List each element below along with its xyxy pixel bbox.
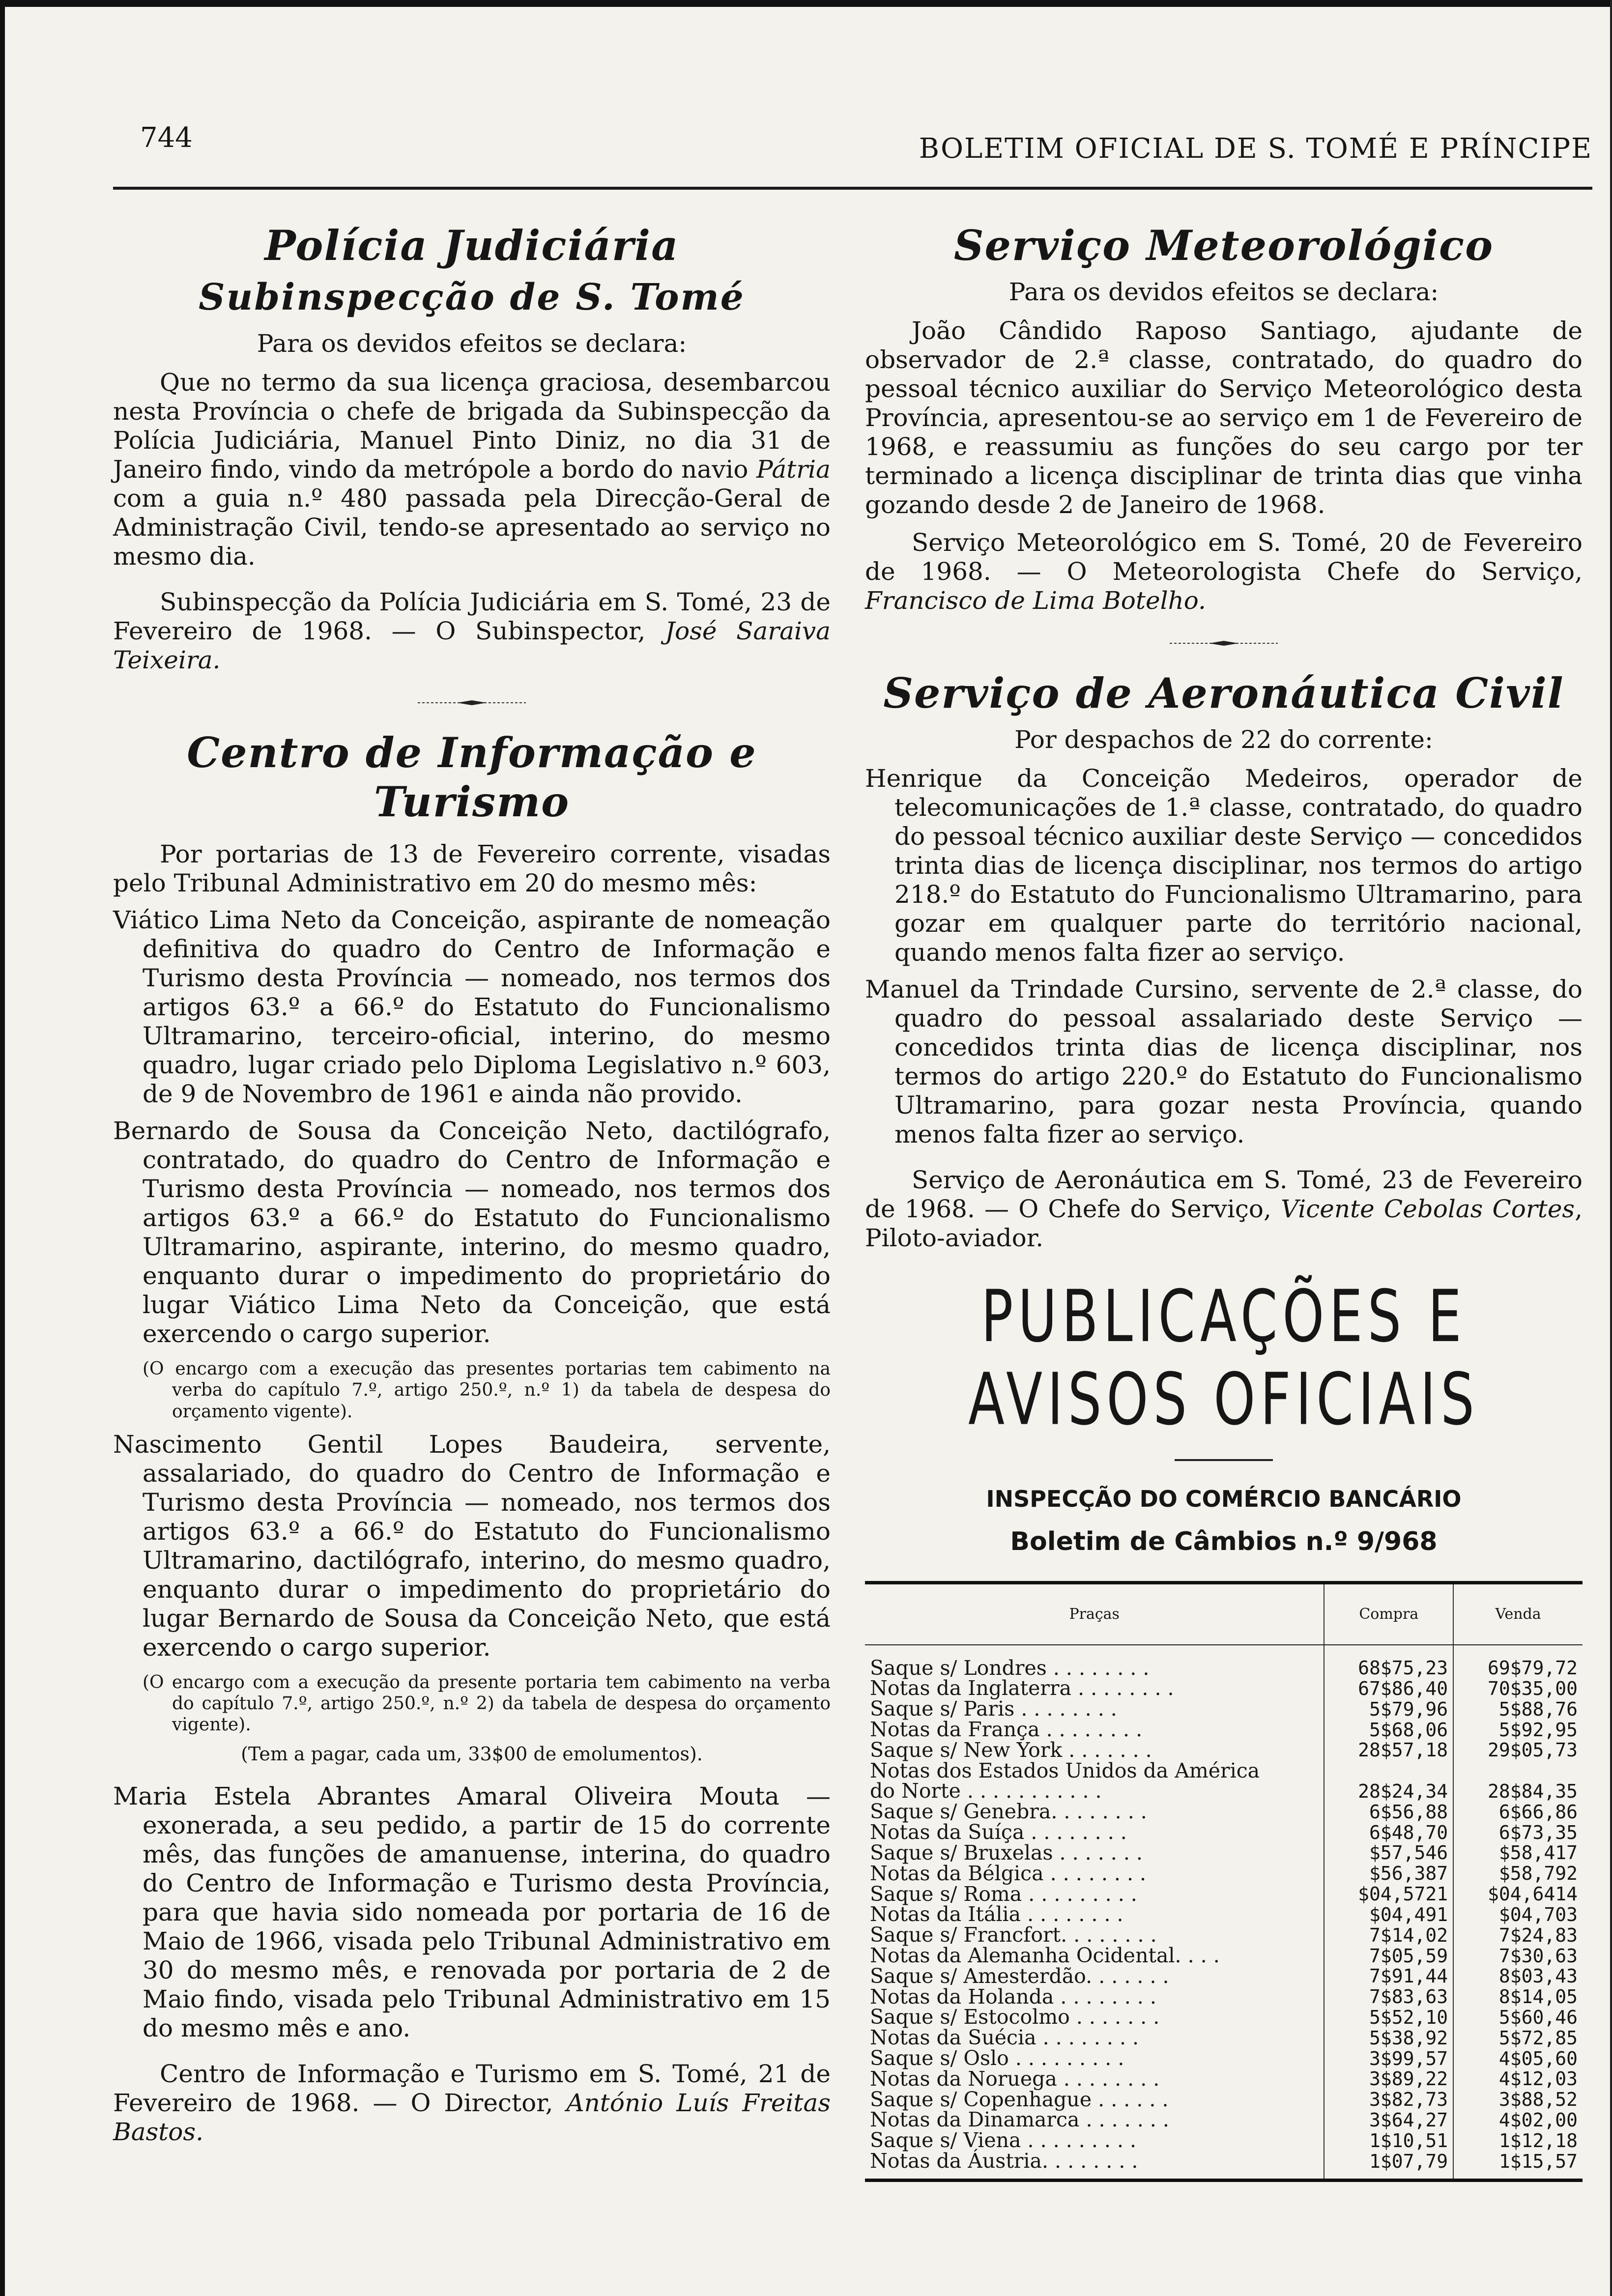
- compra-cell: 67$86,40: [1324, 1678, 1453, 1699]
- compra-cell: 6$56,88: [1324, 1802, 1453, 1822]
- compra-cell: 3$89,22: [1324, 2069, 1453, 2090]
- section-servico-meteorologico: [865, 221, 1583, 615]
- venda-cell: 1$15,57: [1453, 2151, 1583, 2180]
- column-header: Praças: [865, 1582, 1324, 1645]
- publications-heading: PUBLICAÇÕES E AVISOS OFICIAIS: [968, 1275, 1479, 1441]
- compra-cell: $57,546: [1324, 1843, 1453, 1864]
- praca-cell: Notas da França . . . . . . . .: [870, 1718, 1143, 1742]
- signature-paragraph: [865, 1166, 1583, 1253]
- budget-note: (O encargo com a execução das presentes portarias tem cabimento na verba do capítulo 7.º, artigo 250.º, n.º 1) da tabela de despesa do orçamento vigente).: [143, 1359, 831, 1422]
- section-publicacoes: [865, 1275, 1583, 2182]
- header-rule: [113, 187, 1592, 190]
- compra-cell: 6$48,70: [1324, 1822, 1453, 1843]
- venda-cell: $04,703: [1453, 1904, 1583, 1925]
- paragraph: [113, 368, 831, 571]
- praca-cell: Saque s/ Francfort. . . . . . . .: [870, 1923, 1157, 1947]
- praca-cell: Notas da Dinamarca . . . . . . .: [870, 2108, 1169, 2132]
- compra-cell: 3$64,27: [1324, 2110, 1453, 2130]
- section-separator: [865, 640, 1583, 647]
- praca-cell: Saque s/ New York . . . . . . .: [870, 1738, 1152, 1762]
- table-row: [865, 1720, 1583, 1740]
- right-column: [865, 206, 1583, 2182]
- venda-cell: 29$05,73: [1453, 1740, 1583, 1761]
- inspection-heading: INSPECÇÃO DO COMÉRCIO BANCÁRIO: [986, 1485, 1462, 1512]
- compra-cell: 7$83,63: [1324, 1987, 1453, 2008]
- praca-cell: Saque s/ Amesterdão. . . . . . .: [870, 1964, 1169, 1988]
- compra-cell: $04,491: [1324, 1904, 1453, 1925]
- compra-cell: 3$99,57: [1324, 2048, 1453, 2069]
- praca-cell: Notas da Noruega . . . . . . . .: [870, 2066, 1160, 2091]
- section-separator: [113, 699, 831, 706]
- fee-note: (Tem a pagar, cada um, 33$00 de emolumentos).: [241, 1743, 703, 1765]
- venda-cell: 28$84,35: [1453, 1781, 1583, 1802]
- section-subtitle: Subinspecção de S. Tomé: [199, 276, 745, 318]
- praca-cell: Notas da Áustria. . . . . . . .: [865, 2151, 1324, 2180]
- lead-text: Para os devidos efeitos se declara:: [257, 329, 687, 358]
- entry-henrique: Henrique da Conceição Medeiros, operador de telecomunicações de 1.ª classe, contratado, do quadro do pessoal técnico auxiliar deste Serviço — concedidos trinta dias de licença disciplinar, nos termos do artigo 218.º do Estatuto do Funcionalismo Ultramarino, para gozar em qualquer parte do território nacional, quando menos falta fizer ao serviço.: [865, 764, 1583, 967]
- compra-cell: $04,5721: [1324, 1884, 1453, 1905]
- praca-cell: Saque s/ Genebra. . . . . . . .: [870, 1800, 1147, 1824]
- section-centro-informacao-turismo: [113, 728, 831, 2147]
- venda-cell: 6$66,86: [1453, 1802, 1583, 1822]
- compra-cell: 7$91,44: [1324, 1966, 1453, 1987]
- compra-cell: 1$07,79: [1324, 2151, 1453, 2180]
- table-row: [865, 2130, 1583, 2151]
- praca-cell: Notas da Suécia . . . . . . . .: [870, 2026, 1139, 2050]
- table-row: [865, 1864, 1583, 1884]
- section-title: Serviço de Aeronáutica Civil: [883, 668, 1564, 718]
- table-row: [865, 1966, 1583, 1987]
- table-row: [865, 1925, 1583, 1946]
- table-header-row: [865, 1582, 1583, 1645]
- column-header: Compra: [1324, 1582, 1453, 1645]
- compra-cell: 68$75,23: [1324, 1645, 1453, 1679]
- signature-text: Serviço de Aeronáutica em S. Tomé, 23 de Fevereiro de 1968. — O Chefe do Serviço,: [865, 1165, 1583, 1223]
- praca-cell: Notas da Bélgica . . . . . . . .: [870, 1861, 1147, 1885]
- signature-paragraph: [113, 2060, 831, 2147]
- table-row: [865, 1822, 1583, 1843]
- compra-cell: 5$52,10: [1324, 2007, 1453, 2028]
- table-row: [865, 1843, 1583, 1864]
- praca-cell: Saque s/ Oslo . . . . . . . . .: [870, 2046, 1124, 2070]
- compra-cell: 3$82,73: [1324, 2090, 1453, 2110]
- venda-cell: $58,417: [1453, 1843, 1583, 1864]
- scan-left-border: [0, 0, 5, 2296]
- praca-cell: Notas dos Estados Unidos da América: [870, 1758, 1260, 1782]
- venda-cell: 1$12,18: [1453, 2130, 1583, 2151]
- venda-cell: 5$92,95: [1453, 1720, 1583, 1740]
- praca-cell: Notas da Alemanha Ocidental. . . .: [870, 1943, 1220, 1967]
- venda-cell: 5$88,76: [1453, 1699, 1583, 1720]
- praca-cell: Saque s/ Paris . . . . . . . .: [870, 1697, 1117, 1721]
- praca-cell: Notas da Suíça . . . . . . . .: [870, 1820, 1127, 1844]
- venda-cell: 7$24,83: [1453, 1925, 1583, 1946]
- venda-cell: 8$14,05: [1453, 1987, 1583, 2008]
- table-row: [865, 2151, 1583, 2180]
- compra-cell: 1$10,51: [1324, 2130, 1453, 2151]
- praca-cell: Saque s/ Bruxelas . . . . . . .: [870, 1840, 1143, 1865]
- paragraph-text: com a guia n.º 480 passada pela Direcção-Geral de Administração Civil, tendo-se apresentado ao serviço no mesmo dia.: [113, 484, 831, 571]
- table-row: [865, 1884, 1583, 1905]
- venda-cell: 4$05,60: [1453, 2048, 1583, 2069]
- venda-cell: 4$12,03: [1453, 2069, 1583, 2090]
- praca-cell: Saque s/ Viena . . . . . . . . .: [870, 2128, 1137, 2152]
- table-row: [865, 1740, 1583, 1761]
- exchange-rates-table: [865, 1581, 1583, 2182]
- compra-cell: 5$38,92: [1324, 2028, 1453, 2048]
- page-number: 744: [140, 122, 193, 154]
- table-row: [865, 1946, 1583, 1966]
- table-row: [865, 1781, 1583, 1802]
- table-row: [865, 1802, 1583, 1822]
- scan-right-border: [1610, 0, 1612, 2296]
- venda-cell: [1453, 1761, 1583, 1781]
- signature-text: , Piloto-aviador.: [865, 1194, 1583, 1252]
- compra-cell: 7$05,59: [1324, 1946, 1453, 1966]
- venda-cell: 69$79,72: [1453, 1645, 1583, 1679]
- signatory-name: José Saraiva Teixeira.: [113, 616, 831, 674]
- lead-text: Por portarias de 13 de Fevereiro corrente, visadas pelo Tribunal Administrativo em 20 do mesmo mês:: [113, 840, 831, 898]
- venda-cell: 5$72,85: [1453, 2028, 1583, 2048]
- ship-name: Pátria: [756, 455, 831, 484]
- running-title: BOLETIM OFICIAL DE S. TOMÉ E PRÍNCIPE: [919, 133, 1592, 165]
- praca-cell: Notas da Itália . . . . . . . .: [870, 1902, 1123, 1926]
- praca-cell: Notas da Holanda . . . . . . . .: [870, 1984, 1156, 2009]
- section-title: Polícia Judiciária: [264, 221, 679, 270]
- table-row: [865, 1699, 1583, 1720]
- venda-cell: 70$35,00: [1453, 1678, 1583, 1699]
- compra-cell: 5$79,96: [1324, 1699, 1453, 1720]
- signature-paragraph: [865, 528, 1583, 615]
- praca-cell: Notas da Inglaterra . . . . . . . .: [870, 1676, 1174, 1700]
- venda-cell: 8$03,43: [1453, 1966, 1583, 1987]
- entry-nascimento: Nascimento Gentil Lopes Baudeira, servente, assalariado, do quadro do Centro de Informação e Turismo desta Província — nomeado, nos termos dos artigos 63.º a 66.º do Estatuto do Funcionalismo Ultramarino, dactilógrafo, interino, do mesmo quadro, enquanto durar o impedimento do proprietário do lugar Bernardo de Sousa da Conceição Neto, que está exercendo o cargo superior.: [113, 1430, 831, 1662]
- signatory-name: António Luís Freitas Bastos.: [113, 2089, 831, 2147]
- table-row: [865, 2007, 1583, 2028]
- section-title: Serviço Meteorológico: [953, 221, 1494, 270]
- venda-cell: 3$88,52: [1453, 2090, 1583, 2110]
- table-row: [865, 1678, 1583, 1699]
- signature-paragraph: [113, 588, 831, 675]
- scan-top-border: [0, 0, 1612, 7]
- venda-cell: 5$60,46: [1453, 2007, 1583, 2028]
- paragraph: João Cândido Raposo Santiago, ajudante de observador de 2.ª classe, contratado, do quadro do pessoal técnico auxiliar do Serviço Meteorológico desta Província, apresentou-se ao serviço em 1 de Fevereiro de 1968, e reassumiu as funções do seu cargo por ter terminado a licença disciplinar de trinta dias que vinha gozando desde 2 de Janeiro de 1968.: [865, 316, 1583, 519]
- signature-text: Centro de Informação e Turismo em S. Tomé, 21 de Fevereiro de 1968. — O Director,: [113, 2060, 831, 2118]
- table-row: [865, 2090, 1583, 2110]
- venda-cell: $04,6414: [1453, 1884, 1583, 1905]
- table-row: [865, 1987, 1583, 2008]
- signatory-name: Francisco de Lima Botelho.: [865, 586, 1206, 615]
- entry-manuel: Manuel da Trindade Cursino, servente de 2.ª classe, do quadro do pessoal assalariado deste Serviço — concedidos trinta dias de licença disciplinar, nos termos do artigo 220.º do Estatuto do Funcionalismo Ultramarino, para gozar nesta Província, quando menos falta fizer ao serviço.: [865, 975, 1583, 1148]
- praca-cell: Saque s/ Copenhague . . . . . .: [870, 2087, 1169, 2111]
- praca-cell: do Norte . . . . . . . . . . .: [870, 1779, 1102, 1803]
- venda-cell: 6$73,35: [1453, 1822, 1583, 1843]
- paragraph-text: Que no termo da sua licença graciosa, desembarcou nesta Província o chefe de brigada da Subinspecção da Polícia Judiciária, Manuel Pinto Diniz, no dia 31 de Janeiro findo, vindo da metrópole a bordo do navio: [113, 368, 831, 484]
- bulletin-heading: Boletim de Câmbios n.º 9/968: [1010, 1526, 1438, 1556]
- entry-vitico: Viático Lima Neto da Conceição, aspirante de nomeação definitiva do quadro do Centro de Informação e Turismo desta Província — nomeado, nos termos dos artigos 63.º a 66.º do Estatuto do Funcionalismo Ultramarino, terceiro-oficial, interino, do mesmo quadro, lugar criado pelo Diploma Legislativo n.º 603, de 9 de Novembro de 1961 e ainda não provido.: [113, 906, 831, 1109]
- section-aeronautica-civil: [865, 669, 1583, 1253]
- compra-cell: 7$14,02: [1324, 1925, 1453, 1946]
- entry-bernardo: Bernardo de Sousa da Conceição Neto, dactilógrafo, contratado, do quadro do Centro de Informação e Turismo desta Província — nomeado, nos termos dos artigos 63.º a 66.º do Estatuto do Funcionalismo Ultramarino, aspirante, interino, do mesmo quadro, enquanto durar o impedimento do proprietário do lugar Viático Lima Neto da Conceição, que está exercendo o cargo superior.: [113, 1117, 831, 1349]
- section-title: Centro de Informação e Turismo: [187, 728, 757, 827]
- signatory-name: Vicente Cebolas Cortes: [1281, 1194, 1575, 1223]
- column-header: Venda: [1453, 1582, 1583, 1645]
- table-body: [865, 1645, 1583, 2181]
- compra-cell: [1324, 1761, 1453, 1781]
- table-row: [865, 2069, 1583, 2090]
- signature-text: Serviço Meteorológico em S. Tomé, 20 de Fevereiro de 1968. — O Meteorologista Chefe do Serviço,: [865, 528, 1583, 586]
- compra-cell: 28$24,34: [1324, 1781, 1453, 1802]
- table-row: [865, 2028, 1583, 2048]
- entry-maria: Maria Estela Abrantes Amaral Oliveira Mouta — exonerada, a seu pedido, a partir de 15 do corrente mês, das funções de amanuense, interina, do quadro do Centro de Informação e Turismo desta Província, para que havia sido nomeada por portaria de 16 de Maio de 1966, visada pelo Tribunal Administrativo em 30 do mesmo mês, e renovada por portaria de 2 de Maio findo, visada pelo Tribunal Administrativo em 15 do mesmo mês e ano.: [113, 1782, 831, 2043]
- table-row: [865, 1761, 1583, 1781]
- compra-cell: 28$57,18: [1324, 1740, 1453, 1761]
- section-policia-judiciaria: [113, 221, 831, 675]
- praca-cell: Saque s/ Roma . . . . . . . . .: [870, 1882, 1137, 1906]
- table-row: [865, 1645, 1583, 1679]
- table-row: [865, 2110, 1583, 2130]
- praca-cell: Saque s/ Estocolmo . . . . . . .: [870, 2005, 1160, 2029]
- venda-cell: 7$30,63: [1453, 1946, 1583, 1966]
- lead-text: Para os devidos efeitos se declara:: [1008, 277, 1439, 306]
- table-row: [865, 2048, 1583, 2069]
- venda-cell: 4$02,00: [1453, 2110, 1583, 2130]
- budget-note: (O encargo com a execução da presente portaria tem cabimento na verba do capítulo 7.º, artigo 250.º, n.º 2) da tabela de despesa do orçamento vigente).: [143, 1672, 831, 1735]
- left-column: [113, 206, 831, 2147]
- compra-cell: $56,387: [1324, 1864, 1453, 1884]
- praca-cell: Saque s/ Londres . . . . . . . .: [870, 1656, 1150, 1680]
- lead-text: Por despachos de 22 do corrente:: [1014, 725, 1433, 754]
- signature-text: Subinspecção da Polícia Judiciária em S. Tomé, 23 de Fevereiro de 1968. — O Subinspector,: [113, 587, 831, 645]
- venda-cell: $58,792: [1453, 1864, 1583, 1884]
- compra-cell: 5$68,06: [1324, 1720, 1453, 1740]
- short-rule: [1175, 1459, 1273, 1461]
- table-row: [865, 1904, 1583, 1925]
